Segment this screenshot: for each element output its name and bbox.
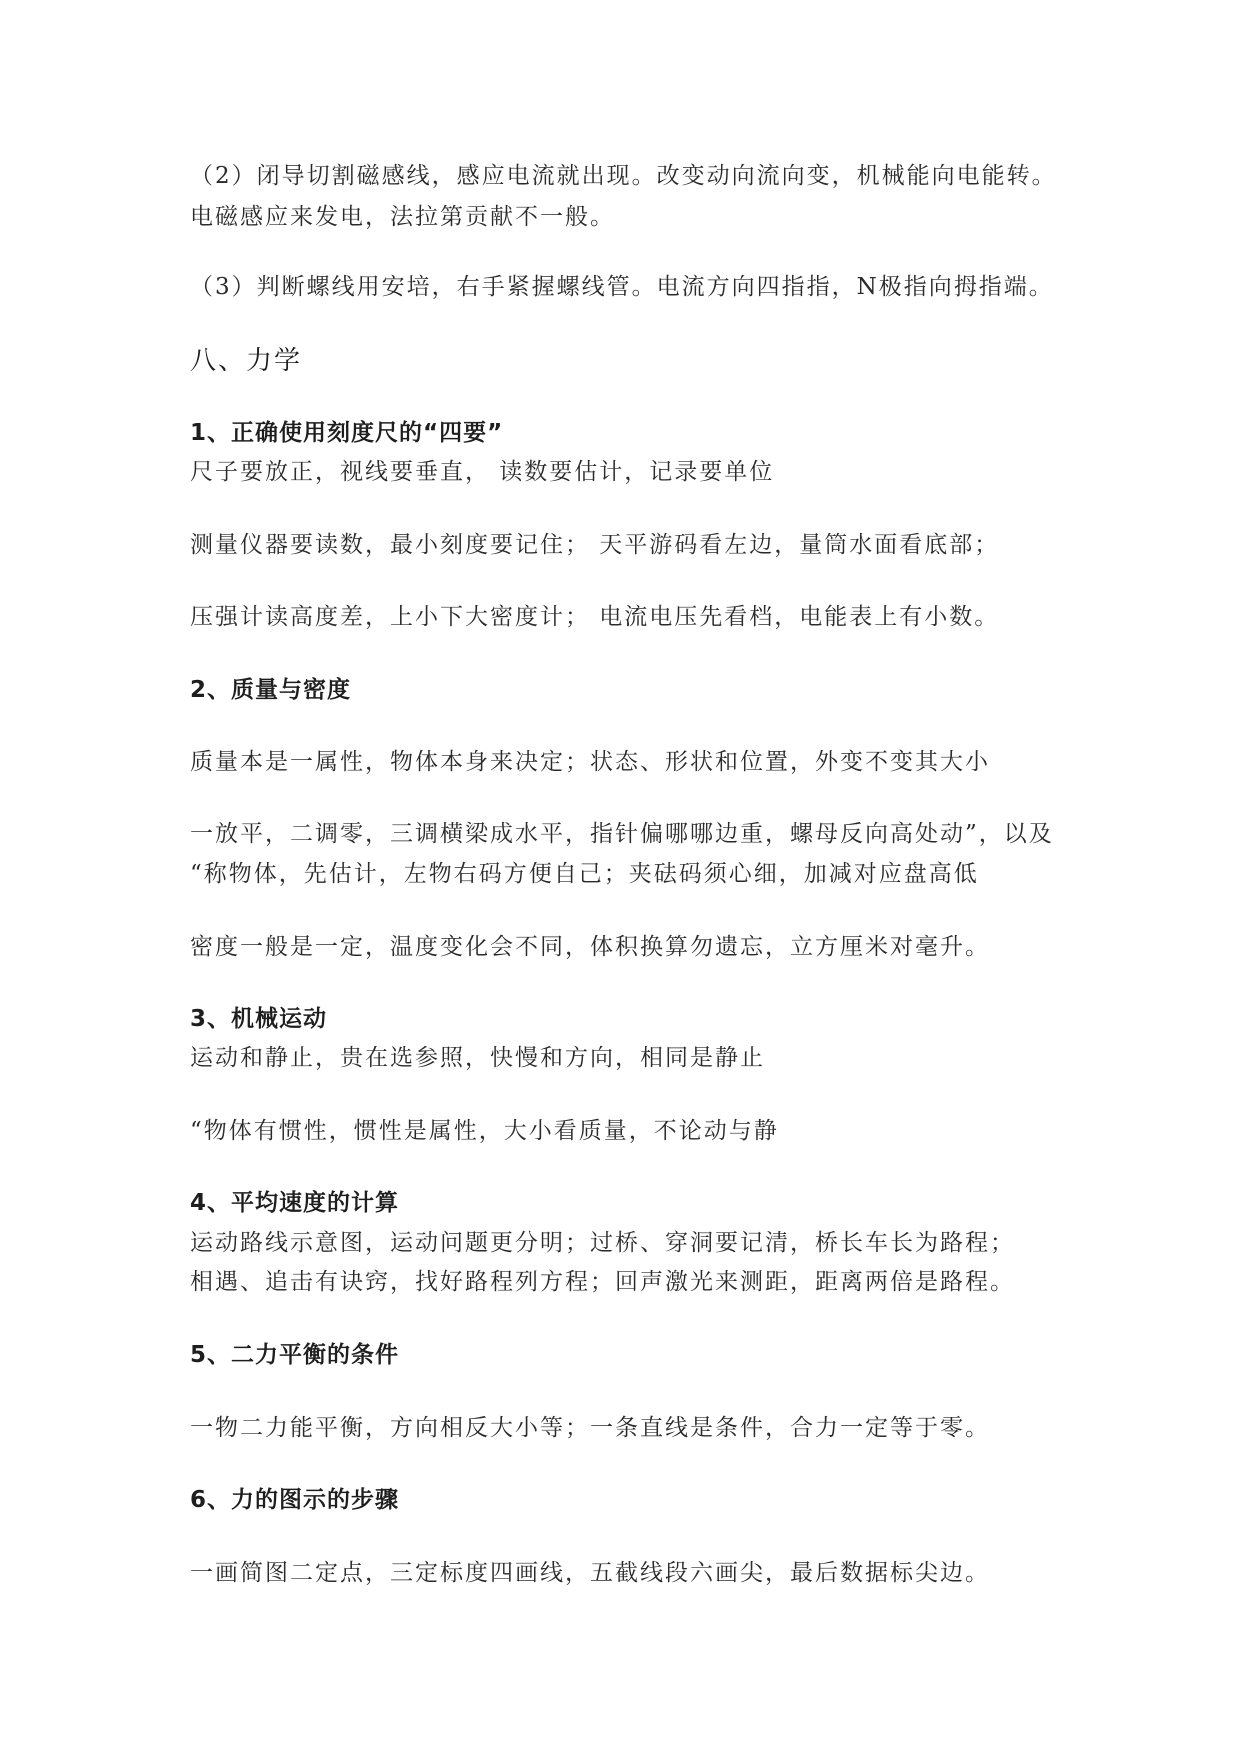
motion-text-line-1: 运动和静止，贵在选参照，快慢和方向，相同是静止 — [190, 1045, 765, 1071]
section-title-mechanics: 八、力学 — [190, 346, 303, 376]
subsection-title-force-balance: 5、二力平衡的条件 — [190, 1342, 400, 1368]
motion-text-line-2: “物体有惯性，惯性是属性，大小看质量，不论动与静 — [190, 1118, 779, 1144]
force-diagram-text-line-1: 一画简图二定点，三定标度四画线，五截线段六画尖，最后数据标尖边。 — [190, 1560, 990, 1586]
paragraph-ampere-rule: （3）判断螺线用安培，右手紧握螺线管。电流方向四指指，N极指向拇指端。 — [190, 274, 1054, 300]
subsection-title-mass-density: 2、质量与密度 — [190, 677, 352, 703]
subsection-title-ruler: 1、正确使用刻度尺的“四要” — [190, 420, 504, 446]
mass-density-text-line-3: “称物体，先估计，左物右码方便自己；夹砝码须心细，加减对应盘高低 — [190, 861, 979, 887]
paragraph-electromagnetic-induction-line-2: 电磁感应来发电，法拉第贡献不一般。 — [190, 204, 615, 230]
subsection-title-mechanical-motion: 3、机械运动 — [190, 1006, 328, 1032]
mass-density-text-line-4: 密度一般是一定，温度变化会不同，体积换算勿遗忘，立方厘米对毫升。 — [190, 934, 990, 960]
force-balance-text-line-1: 一物二力能平衡，方向相反大小等；一条直线是条件，合力一定等于零。 — [190, 1415, 990, 1441]
paragraph-electromagnetic-induction-line-1: （2）闭导切割磁感线，感应电流就出现。改变动向流向变，机械能向电能转。 — [190, 163, 1057, 189]
mass-density-text-line-2: 一放平，二调零，三调横梁成水平，指针偏哪哪边重，螺母反向高处动”，以及 — [190, 821, 1054, 847]
ruler-text-line-1: 尺子要放正，视线要垂直， 读数要估计，记录要单位 — [190, 459, 775, 485]
ruler-text-line-3: 压强计读高度差，上小下大密度计； 电流电压先看档，电能表上有小数。 — [190, 604, 1000, 630]
subsection-title-average-speed: 4、平均速度的计算 — [190, 1190, 400, 1216]
mass-density-text-line-1: 质量本是一属性，物体本身来决定；状态、形状和位置，外变不变其大小 — [190, 749, 990, 775]
average-speed-text-line-1: 运动路线示意图，运动问题更分明；过桥、穿洞要记清，桥长车长为路程； — [190, 1230, 1015, 1256]
subsection-title-force-diagram: 6、力的图示的步骤 — [190, 1487, 400, 1513]
ruler-text-line-2: 测量仪器要读数，最小刻度要记住； 天平游码看左边，量筒水面看底部； — [190, 532, 1000, 558]
average-speed-text-line-2: 相遇、追击有诀窍，找好路程列方程；回声激光来测距，距离两倍是路程。 — [190, 1269, 1015, 1295]
